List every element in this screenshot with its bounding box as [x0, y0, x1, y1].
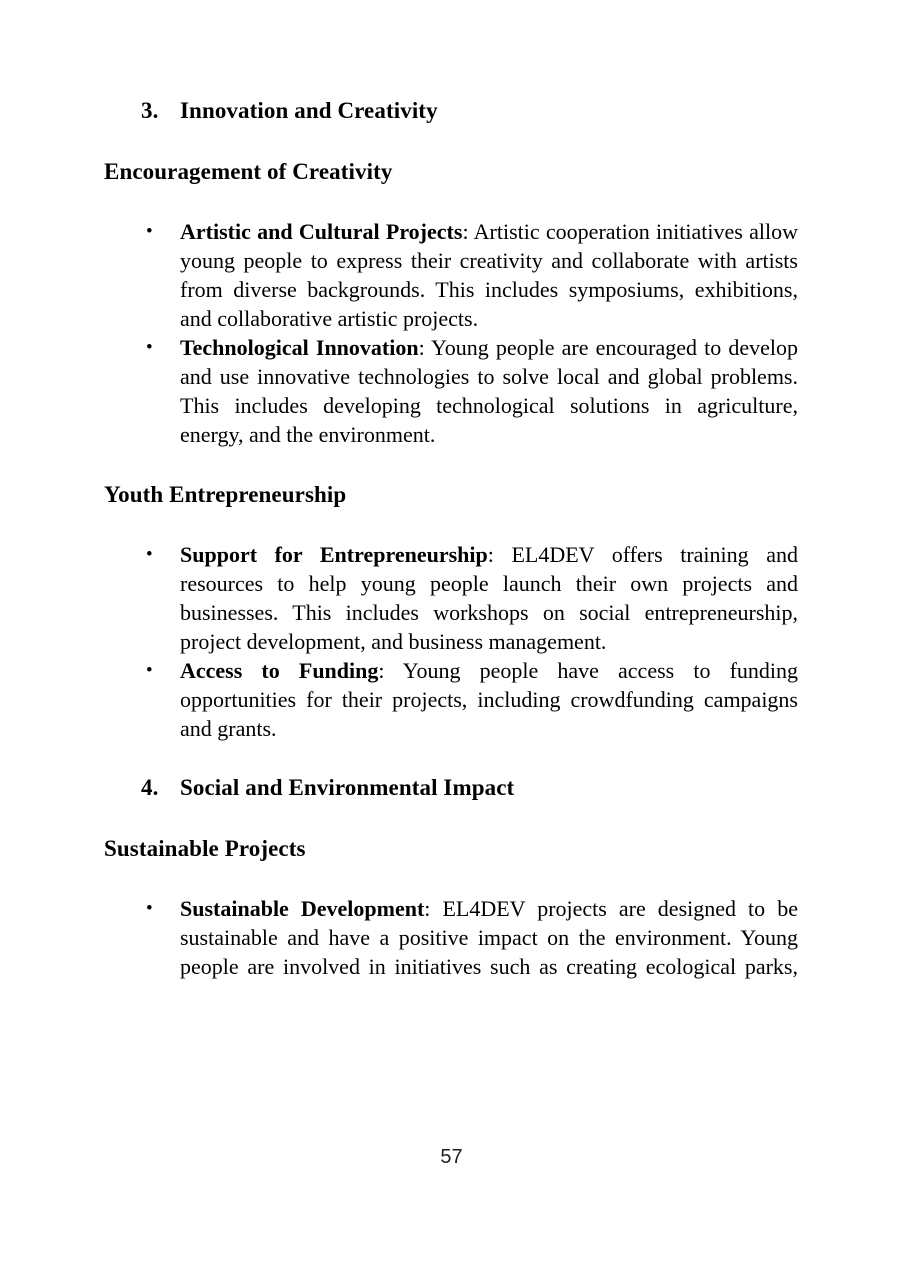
subsection-heading-sustainable-projects: Sustainable Projects	[104, 836, 306, 861]
list-item-lead: Artistic and Cultural Projects	[180, 219, 463, 244]
section-title-4: Social and Environmental Impact	[180, 775, 515, 800]
list-item	[104, 217, 798, 333]
spacer	[104, 449, 798, 480]
list-item-separator: :	[378, 658, 403, 683]
bullet-icon: •	[146, 337, 153, 358]
subsection-heading-youth-entrepreneurship: Youth Entrepreneurship	[104, 482, 347, 507]
list-item	[104, 540, 798, 656]
spacer	[104, 125, 798, 157]
list-item-text: Young people have access to funding opportunities for their projects, including crowdfunding campaigns and grants.	[180, 658, 799, 741]
list-item-separator: :	[418, 335, 432, 360]
spacer	[104, 186, 798, 217]
subsection-heading-encouragement-of-creativity: Encouragement of Creativity	[104, 159, 393, 184]
bullet-list-youth-entrepreneurship	[104, 540, 798, 743]
list-item-text: Young people are encouraged to develop and use innovative technologies to solve local and global problems. This includes developing technological solutions in agriculture, energy, and the environment.	[180, 335, 798, 447]
section-heading-4	[104, 773, 798, 802]
list-item-text: Artistic cooperation initiatives allow young people to express their creativity and collaborate with artists from diverse backgrounds. This includes symposiums, exhibitions, and collaborative artistic projects.	[180, 219, 798, 331]
list-item-lead: Technological Innovation	[180, 335, 419, 360]
bullet-icon: •	[146, 544, 153, 565]
spacer	[104, 863, 798, 894]
list-item-separator: :	[462, 219, 474, 244]
spacer	[104, 743, 798, 773]
spacer	[104, 802, 798, 834]
list-item	[104, 333, 798, 449]
bullet-list-sustainable-projects	[104, 894, 798, 1010]
bullet-icon: •	[146, 221, 153, 242]
section-heading-3	[104, 96, 798, 125]
list-item	[104, 894, 798, 1010]
bullet-icon: •	[146, 660, 153, 681]
bullet-list-encouragement-of-creativity	[104, 217, 798, 449]
spacer	[104, 509, 798, 540]
list-item-lead: Support for Entrepreneurship	[180, 542, 488, 567]
section-title-3: Innovation and Creativity	[180, 98, 438, 123]
list-item-separator: :	[424, 896, 443, 921]
page-number: 57	[440, 1146, 463, 1168]
list-item-text: EL4DEV offers training and resources to help young people launch their own projects and businesses. This includes workshops on social entrepreneurship, project development, and business management.	[180, 542, 798, 654]
bullet-icon: •	[146, 898, 153, 919]
section-number-3: 3.	[141, 98, 159, 123]
list-item	[104, 656, 798, 743]
list-item-lead: Access to Funding	[180, 658, 379, 683]
list-item-separator: :	[487, 542, 512, 567]
list-item-text: EL4DEV projects are designed to be sustainable and have a positive impact on the environment. Young people are involved in initiatives such as creating ecological parks,	[180, 896, 798, 979]
list-item-lead: Sustainable Development	[180, 896, 425, 921]
section-number-4: 4.	[141, 775, 159, 800]
page-content	[104, 96, 798, 1010]
